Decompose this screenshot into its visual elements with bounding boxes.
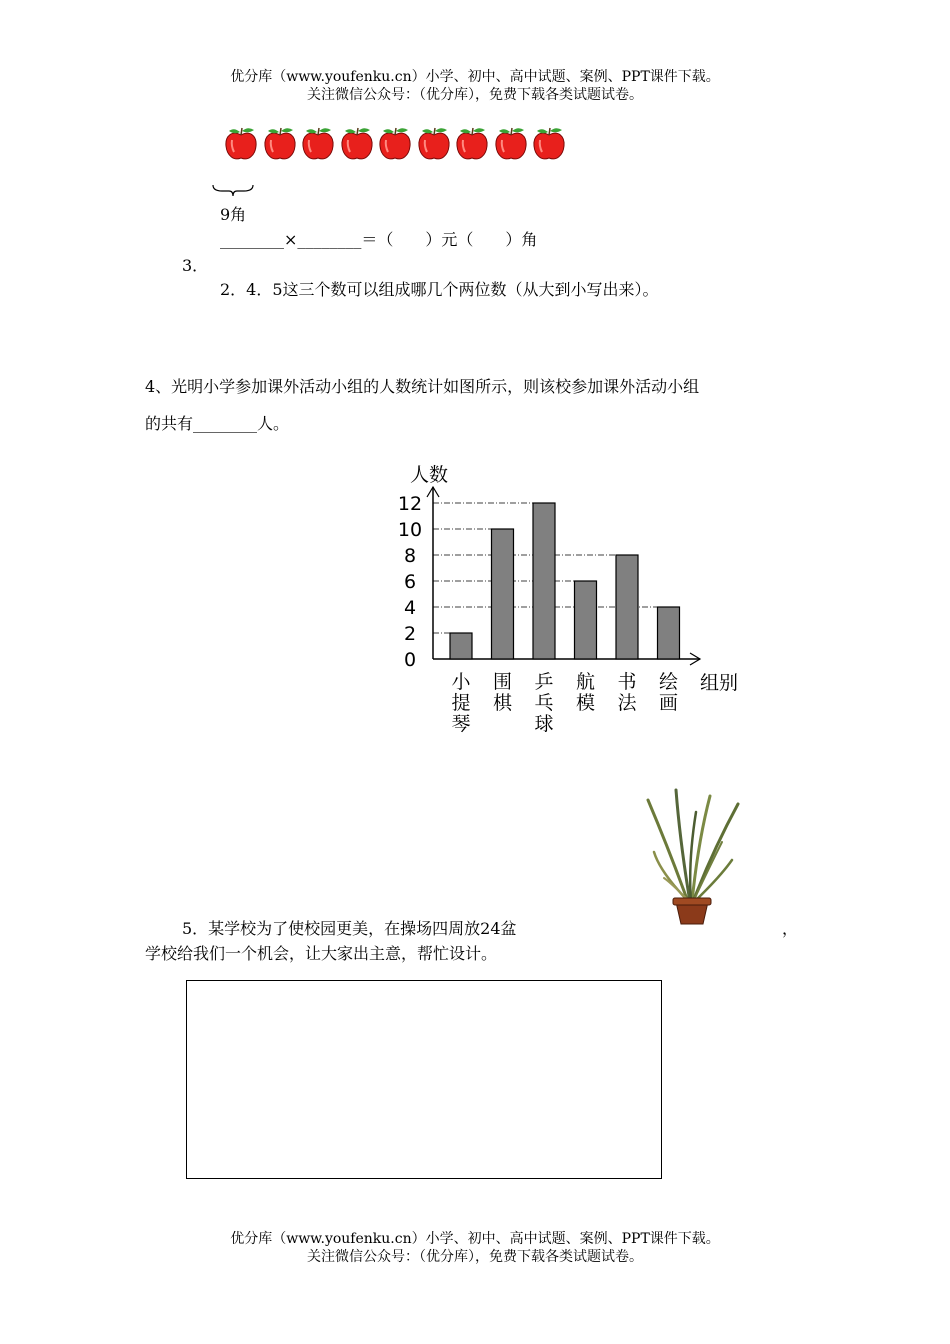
chart-y-tick-label: 6 bbox=[403, 571, 417, 593]
chart-category-label: 提 bbox=[451, 692, 471, 714]
chart-bar bbox=[492, 529, 514, 659]
chart-category-label: 小 bbox=[451, 671, 471, 693]
header-line-2: 关注微信公众号：（优分库），免费下载各类试题试卷。 bbox=[307, 87, 643, 103]
chart-category-label: 乒 bbox=[534, 671, 554, 693]
chart-y-tick-label: 2 bbox=[403, 623, 417, 645]
apple-icon bbox=[494, 126, 528, 162]
chart-category-label: 模 bbox=[575, 692, 596, 714]
chart-y-tick-label: 4 bbox=[403, 597, 417, 619]
chart-category-label: 琴 bbox=[451, 713, 471, 735]
chart-y-tick-label: 12 bbox=[397, 493, 423, 515]
potted-plant-image bbox=[640, 782, 750, 932]
chart-category-label: 航 bbox=[575, 671, 596, 693]
chart-category-label: 画 bbox=[658, 692, 679, 714]
chart-y-tick-label: 0 bbox=[403, 649, 417, 671]
apple-icon bbox=[532, 126, 566, 162]
multiplication-equation: ________×________＝（ ）元（ ）角 bbox=[220, 230, 538, 249]
apple-icon bbox=[224, 126, 258, 162]
chart-category-label: 法 bbox=[617, 692, 637, 714]
brace-icon bbox=[210, 183, 256, 197]
chart-category-label: 棋 bbox=[492, 692, 513, 714]
apple-icon bbox=[340, 126, 374, 162]
question-3-text: 2．4．5这三个数可以组成哪几个两位数（从大到小写出来）。 bbox=[220, 280, 659, 299]
chart-y-label: 人数 bbox=[410, 464, 449, 486]
apple-row bbox=[0, 0, 950, 170]
header-line-1: 优分库（www.youfenku.cn）小学、初中、高中试题、案例、PPT课件下载。 bbox=[230, 69, 720, 85]
chart-category-label: 球 bbox=[534, 713, 554, 735]
chart-bar bbox=[575, 581, 597, 659]
apple-icon bbox=[301, 126, 335, 162]
chart-x-label: 组别 bbox=[700, 672, 739, 694]
question-5-comma: ， bbox=[782, 919, 799, 938]
brace-label: 9角 bbox=[220, 205, 247, 224]
chart-bar bbox=[616, 555, 638, 659]
chart-bar bbox=[533, 503, 555, 659]
apple-icon bbox=[417, 126, 451, 162]
chart-category-label: 书 bbox=[617, 671, 637, 693]
design-answer-box[interactable] bbox=[186, 980, 662, 1179]
chart-y-tick-label: 10 bbox=[397, 519, 423, 541]
chart-category-label: 绘 bbox=[658, 671, 679, 693]
question-4-line-1: 4、光明小学参加课外活动小组的人数统计如图所示，则该校参加课外活动小组 bbox=[145, 377, 700, 396]
chart-category-label: 围 bbox=[492, 671, 513, 693]
footer-line-1: 优分库（www.youfenku.cn）小学、初中、高中试题、案例、PPT课件下载。 bbox=[230, 1231, 720, 1247]
chart-y-tick-label: 8 bbox=[403, 545, 417, 567]
chart-bar bbox=[450, 633, 472, 659]
chart-category-label: 乓 bbox=[534, 692, 554, 714]
chart-bar bbox=[658, 607, 680, 659]
question-5-line-2: 学校给我们一个机会，让大家出主意，帮忙设计。 bbox=[145, 944, 498, 963]
apple-icon bbox=[455, 126, 489, 162]
bar-chart bbox=[370, 455, 770, 750]
footer-line-2: 关注微信公众号：（优分库），免费下载各类试题试卷。 bbox=[307, 1249, 643, 1265]
apple-icon bbox=[263, 126, 297, 162]
apple-icon bbox=[378, 126, 412, 162]
question-5-line-1: 5．某学校为了使校园更美，在操场四周放24盆 bbox=[182, 919, 517, 938]
question-4-line-2: 的共有________人。 bbox=[145, 414, 290, 433]
question-3-number: 3． bbox=[182, 256, 209, 275]
